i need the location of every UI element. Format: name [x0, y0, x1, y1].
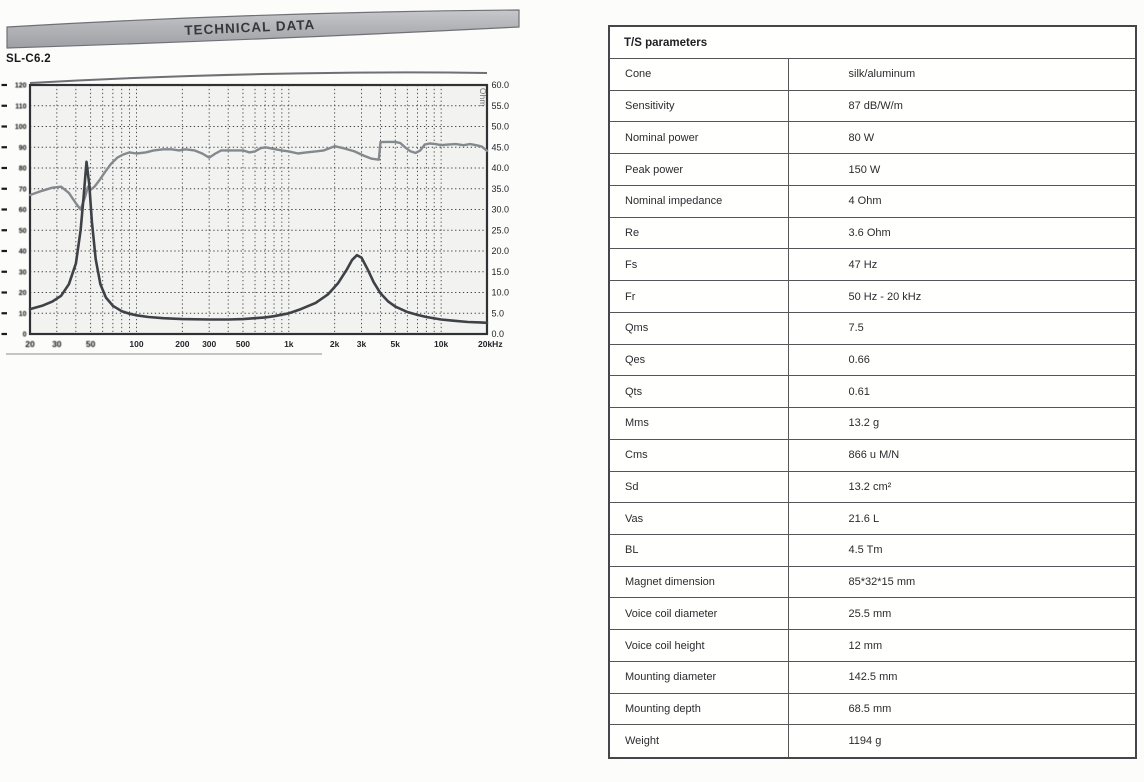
param-value: silk/aluminum [788, 59, 1136, 91]
param-label: Magnet dimension [609, 566, 788, 598]
table-row [609, 249, 1136, 281]
table-row [609, 154, 1136, 186]
y-right-axis-title: Ohm [478, 88, 487, 107]
param-label: Nominal impedance [609, 185, 788, 217]
y-left-tick-label: 20 [18, 290, 27, 297]
y-right-tick-label: 15.0 [491, 266, 510, 277]
table-row [609, 503, 1136, 535]
table-header: T/S parameters [609, 26, 1136, 59]
param-value: 0.66 [788, 344, 1136, 376]
param-label: Voice coil diameter [609, 598, 788, 630]
y-left-tick-label: 0 [22, 331, 27, 339]
plot-background [30, 85, 487, 334]
y-left-tick-label: 120 [14, 82, 27, 90]
x-tick-label: 100 [129, 339, 144, 349]
y-left-tick-label: 110 [15, 103, 27, 111]
param-label: Qts [609, 376, 788, 408]
x-tick-label: 10k [434, 339, 449, 349]
table-row [609, 630, 1136, 662]
param-label: Mounting diameter [609, 661, 788, 693]
param-label: Vas [609, 503, 788, 535]
table-row [609, 185, 1136, 217]
x-tick-label: 2k [329, 339, 340, 349]
ts-parameters-section [608, 25, 1137, 759]
table-row [609, 598, 1136, 630]
x-tick-label: 3k [356, 339, 367, 349]
param-value: 7.5 [788, 312, 1136, 344]
param-label: Peak power [609, 154, 788, 186]
x-tick-label: 1k [284, 339, 294, 349]
table-row [609, 122, 1136, 154]
param-value: 13.2 cm² [788, 471, 1136, 503]
param-value: 1194 g [788, 725, 1136, 758]
y-left-tick-label: 40 [18, 248, 27, 256]
param-label: Mounting depth [609, 693, 788, 725]
param-label: Weight [609, 725, 788, 758]
param-label: Re [609, 217, 788, 249]
table-row [609, 693, 1136, 725]
param-label: Voice coil height [609, 630, 788, 662]
x-tick-label: 30 [52, 339, 62, 349]
param-label: Mms [609, 408, 788, 440]
y-right-tick-label: 0.0 [491, 329, 505, 339]
table-row [609, 408, 1136, 440]
y-right-tick-label: 40.0 [491, 163, 510, 173]
param-label: Qms [609, 312, 788, 344]
param-label: Cms [609, 439, 788, 471]
param-value: 4 Ohm [788, 185, 1136, 217]
x-tick-label: 20 [25, 339, 35, 349]
param-label: Fs [609, 249, 788, 281]
y-right-tick-label: 35.0 [491, 183, 510, 194]
x-tick-label: 300 [202, 339, 217, 349]
param-value: 3.6 Ohm [788, 217, 1136, 249]
param-label: Sd [609, 471, 788, 503]
x-tick-label: 200 [175, 339, 190, 349]
y-left-tick-label: 10 [18, 310, 27, 318]
table-row [609, 217, 1136, 249]
param-value: 0.61 [788, 376, 1136, 408]
param-label: Nominal power [609, 122, 788, 154]
param-value: 87 dB/W/m [788, 90, 1136, 122]
table-row [609, 661, 1136, 693]
param-label: Fr [609, 281, 788, 313]
y-left-tick-label: 100 [14, 124, 27, 131]
y-left-tick-label: 30 [18, 269, 27, 277]
param-value: 85*32*15 mm [788, 566, 1136, 598]
y-right-tick-label: 60.0 [491, 80, 510, 90]
y-right-tick-label: 50.0 [491, 121, 510, 132]
banner-title: TECHNICAL DATA [184, 17, 316, 38]
param-value: 25.5 mm [788, 598, 1136, 630]
table-row [609, 725, 1136, 758]
ts-parameters-table [608, 25, 1137, 759]
y-right-tick-label: 55.0 [491, 100, 510, 111]
table-header-row [609, 26, 1136, 59]
y-left-tick-label: 80 [18, 165, 27, 173]
y-left-tick-label: 70 [18, 186, 27, 194]
y-right-tick-label: 25.0 [491, 225, 510, 236]
table-row [609, 344, 1136, 376]
table-row [609, 471, 1136, 503]
param-value: 142.5 mm [788, 661, 1136, 693]
y-left-tick-label: 60 [18, 207, 27, 214]
param-value: 12 mm [788, 630, 1136, 662]
technical-data-banner [5, 5, 525, 57]
param-value: 68.5 mm [788, 693, 1136, 725]
param-value: 4.5 Tm [788, 535, 1136, 567]
table-row [609, 376, 1136, 408]
y-right-tick-label: 5.0 [491, 308, 505, 319]
param-value: 150 W [788, 154, 1136, 186]
table-row [609, 90, 1136, 122]
table-row [609, 59, 1136, 91]
table-row [609, 312, 1136, 344]
param-value: 866 u M/N [788, 439, 1136, 471]
table-row [609, 566, 1136, 598]
y-right-tick-label: 10.0 [491, 287, 510, 298]
param-label: Cone [609, 59, 788, 91]
param-value: 13.2 g [788, 408, 1136, 440]
param-label: BL [609, 535, 788, 567]
x-tick-label: 5k [390, 339, 401, 349]
y-right-tick-label: 30.0 [491, 204, 510, 215]
param-label: Sensitivity [609, 90, 788, 122]
x-tick-label: 50 [85, 339, 96, 349]
y-left-tick-label: 50 [18, 227, 27, 235]
scan-edge-line [30, 72, 487, 83]
y-right-tick-label: 45.0 [491, 142, 510, 153]
frequency-response-chart [0, 66, 545, 366]
param-value: 80 W [788, 122, 1136, 154]
y-right-tick-label: 20.0 [491, 246, 510, 256]
y-left-tick-label: 90 [18, 144, 27, 152]
table-row [609, 439, 1136, 471]
param-label: Qes [609, 344, 788, 376]
param-value: 21.6 L [788, 503, 1136, 535]
table-row [609, 281, 1136, 313]
x-tick-label: 20kHz [478, 339, 503, 349]
table-row [609, 535, 1136, 567]
param-value: 50 Hz - 20 kHz [788, 281, 1136, 313]
param-value: 47 Hz [788, 249, 1136, 281]
model-label: SL-C6.2 [6, 53, 51, 65]
x-tick-label: 500 [235, 339, 251, 349]
